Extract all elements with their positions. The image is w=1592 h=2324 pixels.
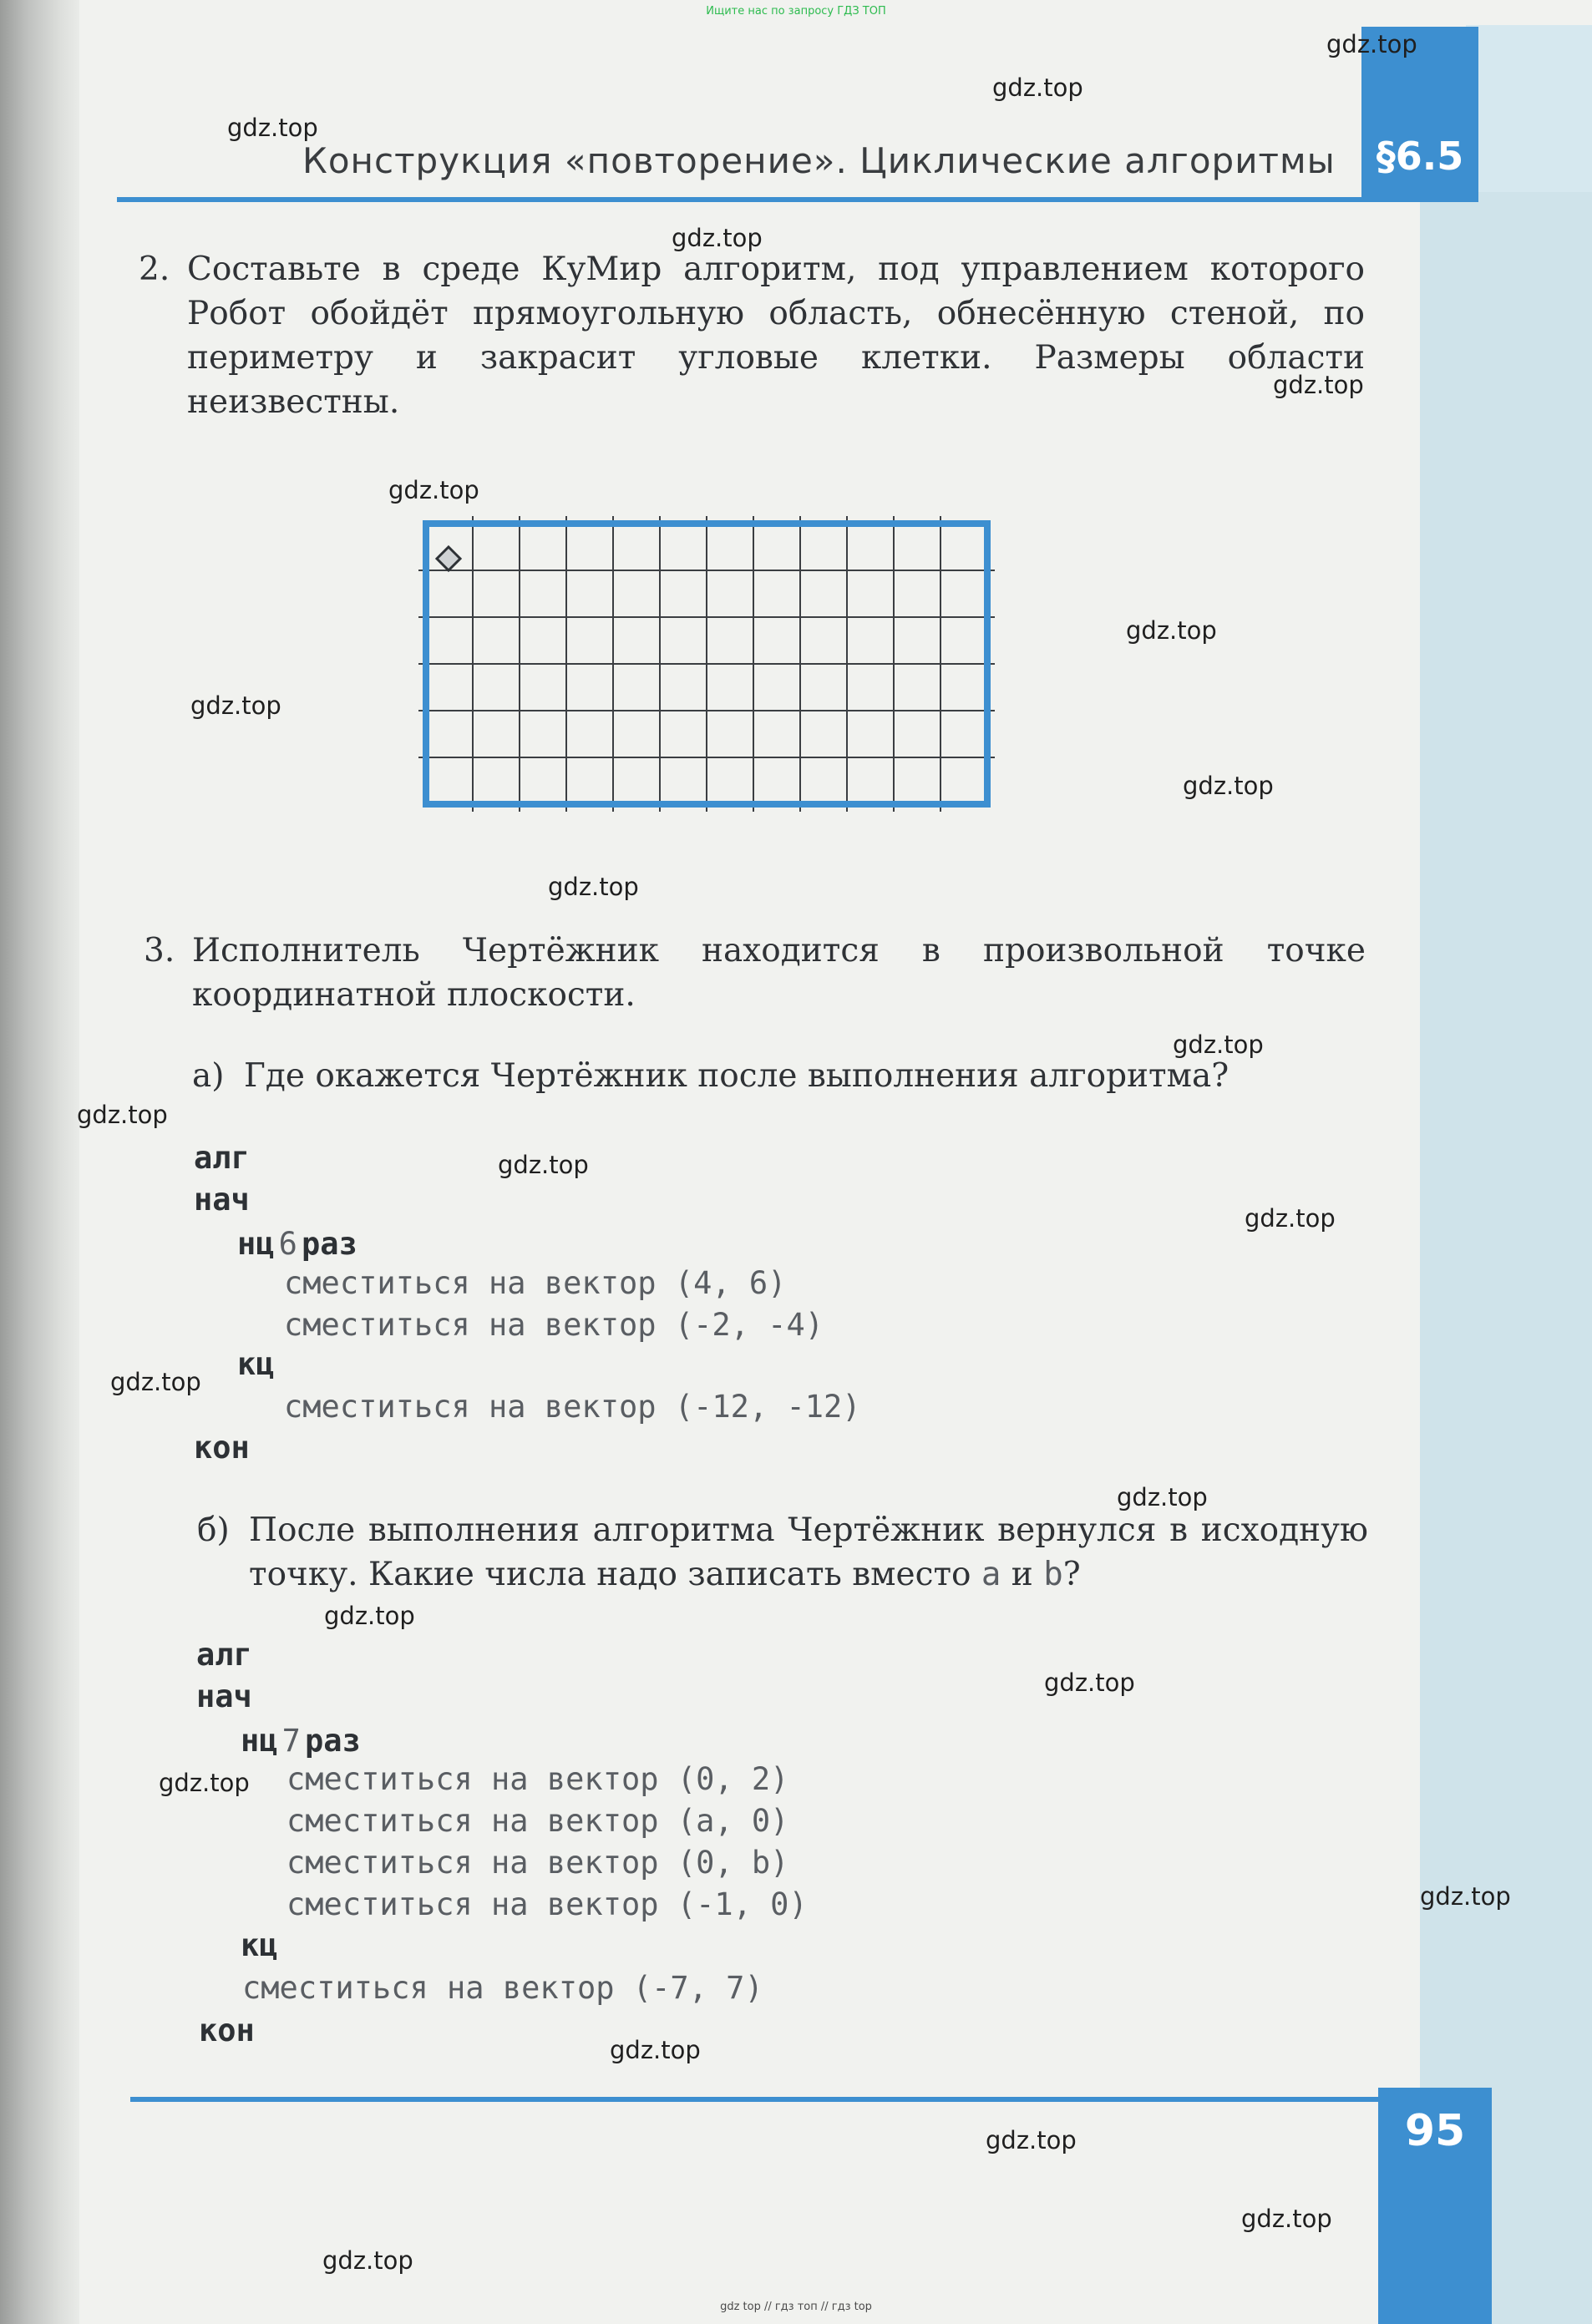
watermark: gdz.top (1183, 772, 1274, 800)
code-keyword-loop: нц (241, 1723, 278, 1759)
watermark: gdz.top (1245, 1204, 1336, 1233)
watermark: gdz.top (322, 2246, 413, 2275)
code-loop-header (241, 1720, 361, 1762)
side-color-band-top (1466, 25, 1592, 192)
task-text: Составьте в среде КуМир алгоритм, под управлением которого Робот обойдёт прямоугольную область, обнесённую стеной, по периметру и закрасит угловые клетки. Размеры области неизвестны. (187, 251, 1365, 421)
question-mark: ? (1062, 1556, 1081, 1593)
code-keyword-alg: алг (196, 1637, 252, 1673)
watermark: gdz.top (986, 2126, 1077, 2154)
watermark: gdz.top (1173, 1030, 1264, 1059)
code-keyword-loop-end: кц (237, 1346, 275, 1382)
footer-note: gdz top // гдз топ // гдз top (720, 2301, 872, 2313)
code-keyword-end: кон (199, 2013, 255, 2048)
page-number: 95 (1404, 2106, 1466, 2156)
watermark: gdz.top (1117, 1483, 1208, 1511)
page-header-title: Конструкция «повторение». Циклические алгоритмы (302, 140, 1336, 181)
variable-a: a (981, 1556, 1001, 1593)
robot-icon (437, 547, 460, 570)
watermark: gdz.top (610, 2036, 701, 2064)
conjunction: и (1011, 1556, 1033, 1593)
watermark: gdz.top (1044, 1668, 1135, 1697)
code-keyword-end: кон (194, 1430, 250, 1466)
task-2 (139, 247, 1365, 424)
task-number: 2. (139, 251, 170, 288)
task-text: Исполнитель Чертёжник находится в произвольной точке координатной плоскости. (192, 932, 1366, 1014)
question-text: Где окажется Чертёжник после выполнения алгоритма? (244, 1057, 1229, 1095)
watermark: gdz.top (159, 1769, 250, 1797)
task-number: 3. (144, 932, 175, 970)
side-color-band (1420, 192, 1592, 2324)
watermark: gdz.top (498, 1151, 589, 1179)
code-line: сместиться на вектор (-1, 0) (286, 1886, 808, 1922)
code-keyword-loop: нц (237, 1226, 275, 1262)
top-note: Ищите нас по запросу ГДЗ ТОП (706, 5, 886, 18)
watermark: gdz.top (1326, 30, 1417, 58)
task-3 (144, 929, 1366, 1017)
code-keyword-times: раз (305, 1723, 361, 1759)
code-keyword-loop-end: кц (241, 1927, 278, 1963)
code-keyword-begin: нач (196, 1678, 252, 1714)
watermark: gdz.top (1420, 1882, 1511, 1911)
code-line: сместиться на вектор (-2, -4) (284, 1307, 824, 1343)
code-loop-count: 6 (278, 1226, 297, 1262)
section-label: §6.5 (1376, 134, 1464, 179)
page-number-tab (1378, 2088, 1492, 2324)
question-text: После выполнения алгоритма Чертёжник вернулся в исходную точку. Какие числа надо записать вместо (249, 1511, 1368, 1593)
task-3b-question (197, 1508, 1368, 1597)
variable-b: b (1043, 1556, 1063, 1593)
code-keyword-begin: нач (194, 1182, 250, 1218)
code-line: сместиться на вектор (-7, 7) (242, 1970, 763, 2006)
watermark: gdz.top (388, 476, 479, 504)
watermark: gdz.top (1126, 616, 1217, 645)
task-3a-question (192, 1054, 1363, 1098)
code-keyword-alg: алг (194, 1140, 250, 1176)
code-keyword-times: раз (302, 1226, 357, 1262)
code-line: сместиться на вектор (0, b) (286, 1845, 789, 1881)
part-letter: а) (192, 1057, 225, 1095)
watermark: gdz.top (1273, 371, 1364, 399)
watermark: gdz.top (992, 73, 1083, 102)
code-line: сместиться на вектор (-12, -12) (284, 1389, 861, 1425)
watermark: gdz.top (227, 114, 318, 142)
watermark: gdz.top (672, 224, 763, 252)
watermark: gdz.top (324, 1602, 415, 1630)
code-line: сместиться на вектор (0, 2) (286, 1761, 789, 1797)
code-line: сместиться на вектор (4, 6) (284, 1265, 787, 1301)
code-line: сместиться на вектор (a, 0) (286, 1803, 789, 1839)
watermark: gdz.top (110, 1368, 201, 1396)
watermark: gdz.top (1241, 2205, 1332, 2233)
footer-rule (130, 2097, 1488, 2102)
watermark: gdz.top (548, 873, 639, 901)
robot-field-grid (413, 511, 1015, 820)
part-letter: б) (197, 1511, 230, 1549)
header-rule (117, 197, 1478, 202)
code-loop-header (237, 1223, 357, 1265)
book-spine-shadow (0, 0, 79, 2324)
watermark: gdz.top (77, 1101, 168, 1129)
code-loop-count: 7 (281, 1723, 301, 1759)
watermark: gdz.top (190, 691, 281, 720)
